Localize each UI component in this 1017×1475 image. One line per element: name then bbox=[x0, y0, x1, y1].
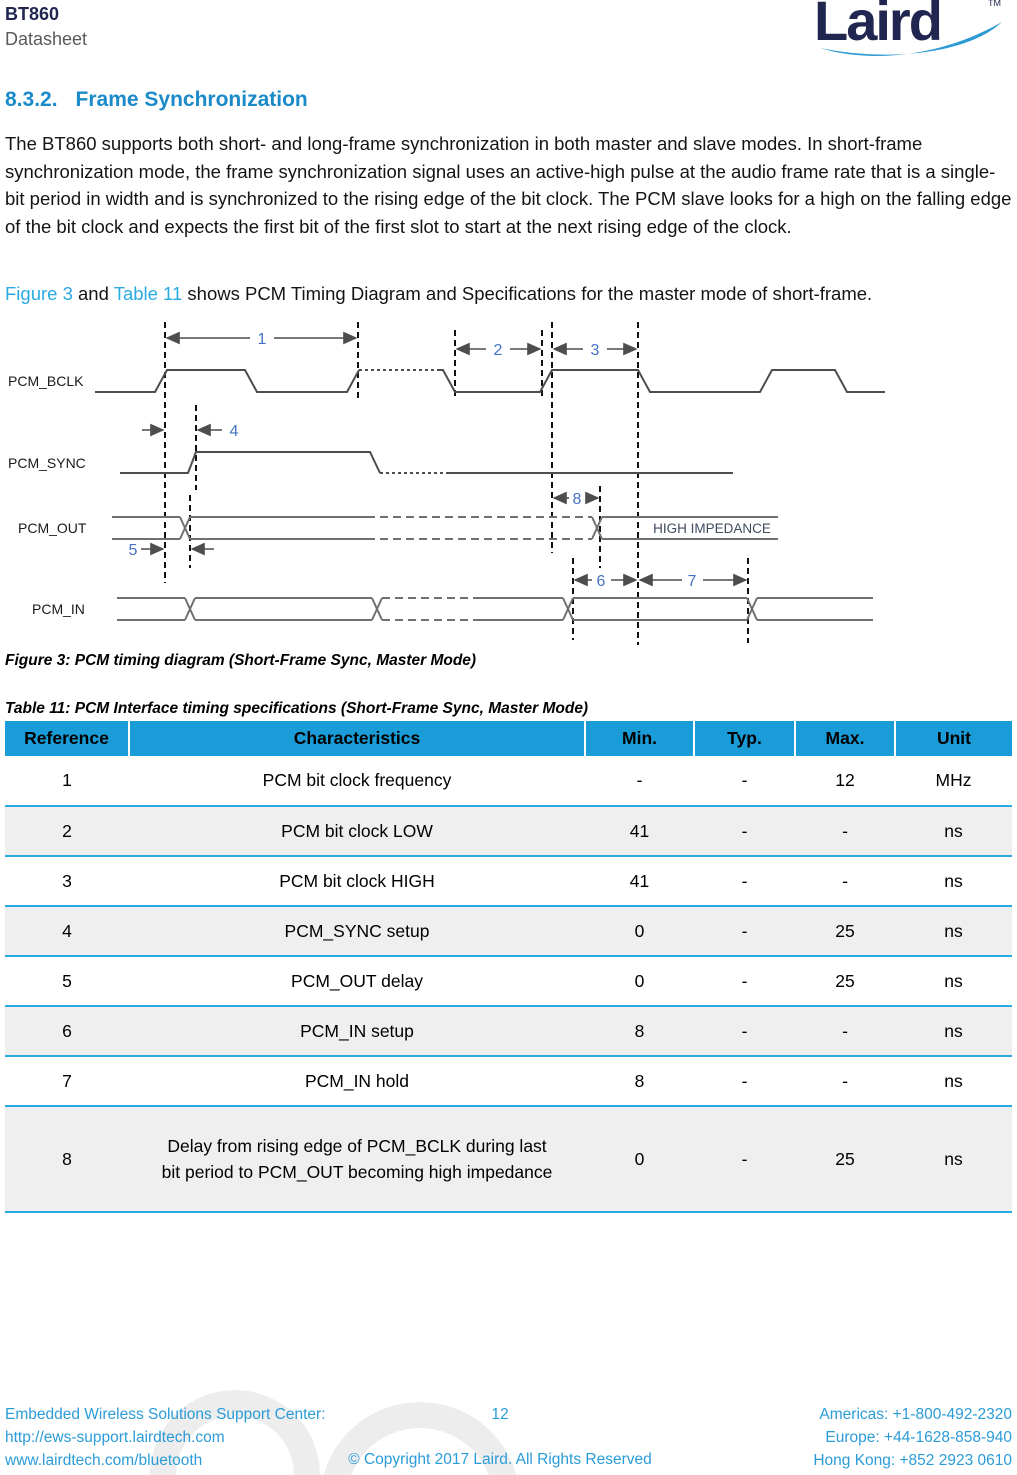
cell-typ: - bbox=[741, 820, 748, 841]
col-header-unit: Unit bbox=[895, 721, 1012, 756]
cell-characteristics: PCM bit clock HIGH bbox=[279, 870, 435, 891]
cell-unit: ns bbox=[944, 1020, 963, 1041]
cell-max: 25 bbox=[835, 920, 855, 941]
cell-min: - bbox=[636, 770, 643, 790]
marker-3-label: 3 bbox=[590, 342, 600, 359]
cell-min: 41 bbox=[629, 820, 650, 841]
cell-min: 0 bbox=[634, 970, 645, 991]
cell-reference: 5 bbox=[62, 970, 72, 991]
pcm-timing-spec-table bbox=[5, 721, 1012, 1213]
cell-max: 12 bbox=[835, 770, 855, 790]
cell-unit: ns bbox=[944, 1070, 963, 1091]
table-row bbox=[5, 1056, 1012, 1106]
marker-6-label: 6 bbox=[596, 573, 606, 590]
table-row bbox=[5, 1106, 1012, 1212]
marker-4-label: 4 bbox=[229, 423, 239, 440]
cell-typ: - bbox=[741, 920, 748, 941]
hongkong-phone: Hong Kong: +852 2923 0610 bbox=[813, 1452, 1012, 1469]
table-row bbox=[5, 856, 1012, 906]
cell-reference: 7 bbox=[62, 1070, 72, 1091]
cell-typ: - bbox=[741, 770, 748, 790]
cell-reference: 4 bbox=[62, 920, 72, 941]
section-number: 8.3.2. bbox=[5, 88, 58, 111]
marker-7-label: 7 bbox=[687, 573, 697, 590]
cell-characteristics: PCM_OUT delay bbox=[291, 970, 423, 991]
cell-reference: 1 bbox=[62, 770, 72, 790]
table-row bbox=[5, 806, 1012, 856]
pcm-timing-diagram bbox=[0, 318, 910, 650]
cell-unit: MHz bbox=[935, 770, 972, 790]
support-center-label: Embedded Wireless Solutions Support Center: bbox=[5, 1406, 326, 1423]
cell-typ: - bbox=[741, 1070, 748, 1091]
cell-characteristics: PCM bit clock LOW bbox=[281, 820, 433, 841]
cell-typ: - bbox=[741, 1148, 748, 1169]
high-impedance-label: HIGH IMPEDANCE bbox=[653, 521, 771, 536]
cell-unit: ns bbox=[944, 920, 963, 941]
laird-logo bbox=[810, 0, 1010, 76]
table-row bbox=[5, 956, 1012, 1006]
cell-min: 8 bbox=[634, 1020, 645, 1041]
table-header-row bbox=[5, 721, 1012, 756]
footer-contact-block bbox=[813, 1403, 1012, 1472]
cell-characteristics: PCM_IN hold bbox=[304, 1070, 410, 1091]
cell-max: - bbox=[842, 1070, 848, 1091]
cell-unit: ns bbox=[944, 1148, 963, 1169]
copyright-notice: © Copyright 2017 Laird. All Rights Reserved bbox=[348, 1451, 652, 1468]
cell-reference: 8 bbox=[62, 1148, 72, 1169]
col-header-max: Max. bbox=[795, 721, 895, 756]
document-type: Datasheet bbox=[5, 29, 88, 49]
cell-unit: ns bbox=[944, 820, 963, 841]
link-separator-text: and bbox=[72, 283, 114, 304]
marker-1-label: 1 bbox=[257, 331, 267, 348]
cell-min: 41 bbox=[629, 870, 650, 891]
cell-characteristics: PCM bit clock frequency bbox=[262, 770, 452, 790]
table-row bbox=[5, 1006, 1012, 1056]
section-title: Frame Synchronization bbox=[75, 88, 308, 111]
cell-min: 8 bbox=[634, 1070, 645, 1091]
cell-characteristics: PCM_IN setup bbox=[300, 1020, 414, 1041]
table-row bbox=[5, 756, 1012, 806]
figure-caption: Figure 3: PCM timing diagram (Short-Frame Sync, Master Mode) bbox=[5, 652, 477, 669]
col-header-min: Min. bbox=[585, 721, 694, 756]
marker-2-label: 2 bbox=[493, 342, 503, 359]
table-row bbox=[5, 906, 1012, 956]
laird-swoosh-icon bbox=[810, 0, 1010, 76]
americas-phone: Americas: +1-800-492-2320 bbox=[819, 1406, 1012, 1423]
table-caption: Table 11: PCM Interface timing specifications (Short-Frame Sync, Master Mode) bbox=[5, 700, 589, 717]
figure-reference-paragraph bbox=[5, 283, 1013, 305]
support-url-link[interactable]: http://ews-support.lairdtech.com bbox=[5, 1429, 225, 1446]
cell-reference: 2 bbox=[62, 820, 72, 841]
product-name: BT860 bbox=[5, 4, 60, 24]
cell-max: 25 bbox=[835, 970, 855, 991]
cell-characteristics bbox=[129, 1106, 585, 1212]
cell-max: 25 bbox=[835, 1148, 855, 1169]
cell-reference: 3 bbox=[62, 870, 72, 891]
signal-label-pcm-bclk: PCM_BCLK bbox=[8, 373, 84, 389]
cell-typ: - bbox=[741, 870, 748, 891]
laird-logo-text: Laird bbox=[814, 0, 941, 52]
section-heading bbox=[5, 88, 308, 112]
col-header-typ: Typ. bbox=[694, 721, 795, 756]
cell-reference: 6 bbox=[62, 1020, 72, 1041]
document-header bbox=[5, 2, 87, 52]
cell-min: 0 bbox=[634, 920, 645, 941]
col-header-reference: Reference bbox=[5, 721, 129, 756]
cell-unit: ns bbox=[944, 870, 963, 891]
table-11-link[interactable]: Table 11 bbox=[113, 283, 183, 304]
trademark-symbol: TM bbox=[988, 0, 1001, 8]
cell-typ: - bbox=[741, 970, 748, 991]
cell-unit: ns bbox=[944, 970, 963, 991]
footer-support-block bbox=[5, 1403, 326, 1472]
reference-sentence-text: shows PCM Timing Diagram and Specifications for the master mode of short-frame. bbox=[182, 283, 873, 304]
cell-max: - bbox=[842, 1020, 848, 1041]
cell-characteristics-text: Delay from rising edge of PCM_BCLK during last bit period to PCM_OUT becoming high impedance bbox=[161, 1136, 553, 1182]
signal-label-pcm-in: PCM_IN bbox=[32, 601, 85, 617]
footer-center-block bbox=[330, 1403, 670, 1471]
cell-characteristics: PCM_SYNC setup bbox=[284, 920, 430, 941]
cell-min: 0 bbox=[634, 1148, 645, 1169]
marker-5-label: 5 bbox=[128, 542, 138, 559]
cell-typ: - bbox=[741, 1020, 748, 1041]
europe-phone: Europe: +44-1628-858-940 bbox=[825, 1429, 1012, 1446]
cell-max: - bbox=[842, 820, 848, 841]
body-paragraph: The BT860 supports both short- and long-frame synchronization in both master and slave modes. In short-frame synchronization mode, the frame synchronization signal uses an active-high pulse at the audio frame rate that is a single-bit period in width and is synchronized to the rising edge of the bit clock. The PCM slave looks for a high on the falling edge of the bit clock and expects the first bit of the first slot to start at the next rising edge of the clock. bbox=[5, 133, 1012, 237]
figure-3-link[interactable]: Figure 3 bbox=[5, 283, 73, 304]
page-number: 12 bbox=[491, 1406, 509, 1423]
signal-label-pcm-sync: PCM_SYNC bbox=[8, 455, 86, 471]
col-header-characteristics: Characteristics bbox=[129, 721, 585, 756]
marker-8-label: 8 bbox=[572, 491, 582, 508]
cell-max: - bbox=[842, 870, 848, 891]
bluetooth-url-link[interactable]: www.lairdtech.com/bluetooth bbox=[5, 1452, 203, 1469]
signal-label-pcm-out: PCM_OUT bbox=[18, 520, 87, 536]
